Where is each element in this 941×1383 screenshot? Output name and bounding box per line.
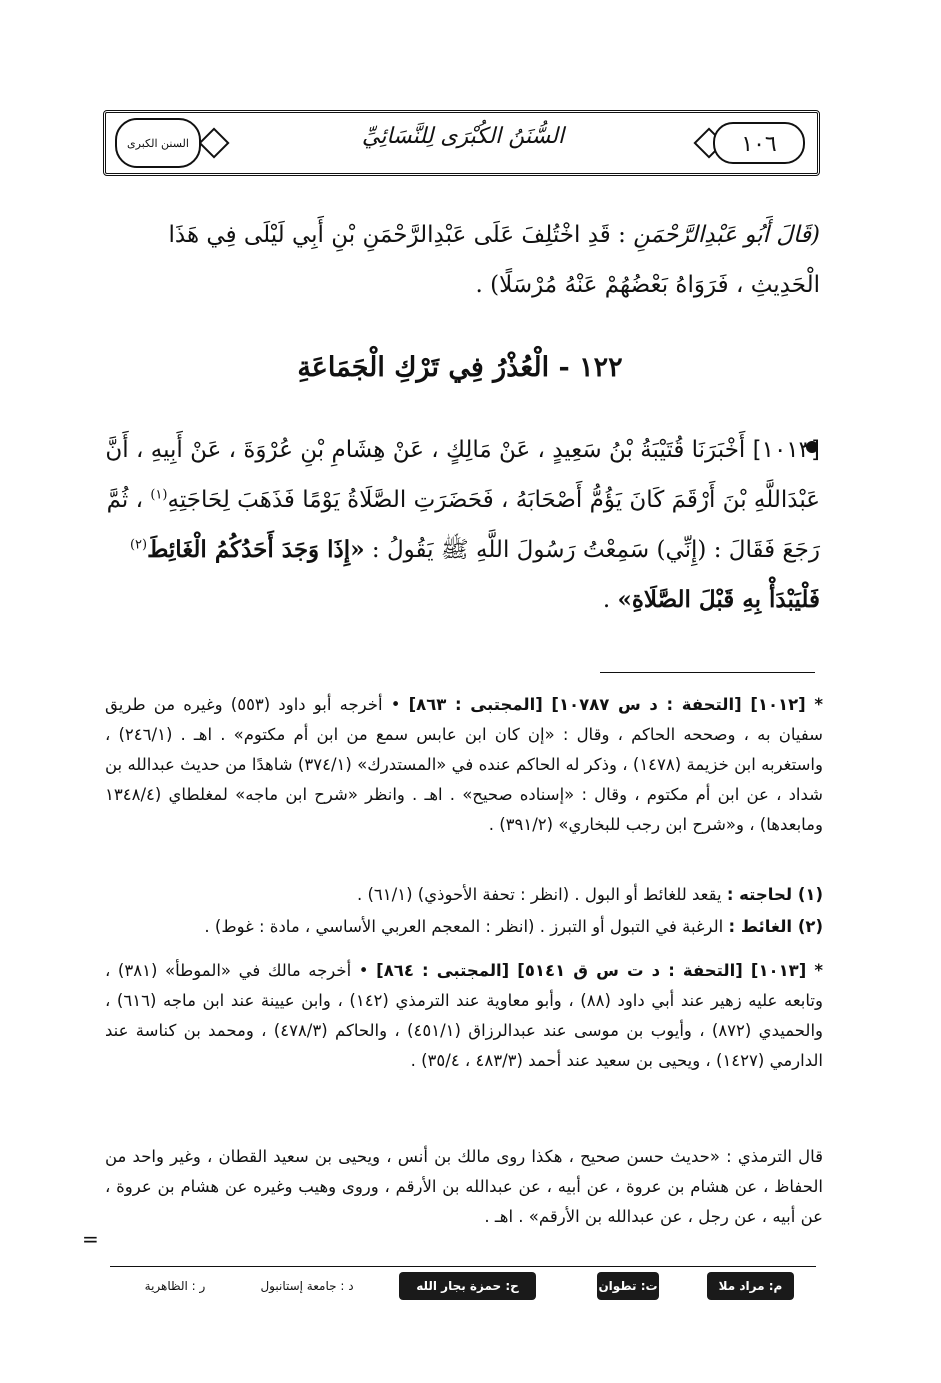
footnote-label: * [١٠١٢] [التحفة : د س ١٠٧٨٧] [المجتبى : ٨٦٣]: [408, 695, 823, 714]
footnote: [105, 956, 823, 1076]
paragraph-author-note: [100, 210, 820, 310]
hadith-quote: فَلْيَبْدَأْ بِهِ قَبْلَ الصَّلَاةِ»: [617, 586, 820, 613]
footnote-text: يقعد للغائط أو البول . (انظر : تحفة الأحوذي) (٦١/١) .: [356, 885, 722, 904]
hadith-number: [١٠١٣]: [752, 437, 820, 463]
footnote-ref: (١): [150, 487, 168, 503]
paragraph-text: : قَدِ اخْتُلِفَ عَلَى عَبْدِالرَّحْمَنِ بْنِ أَبِي لَيْلَى فِي هَذَا الْحَدِيثِ ، فَرَوَاهُ بَعْضُهُمْ عَنْهُ مُرْسَلًا) .: [168, 222, 820, 298]
book-title: السُّنَنُ الكُبْرَى لِلنَّسَائِيِّ: [361, 124, 565, 149]
footnote: [105, 880, 823, 910]
hadith-end: .: [602, 587, 611, 613]
footnote-label: (٢) الغائط :: [728, 917, 823, 936]
credit-badge: ت: تطوان: [597, 1272, 659, 1300]
credit-badge: م: مراد ملا: [707, 1272, 794, 1300]
footnote-ref: (٢): [129, 537, 148, 553]
hadith-quote: «إِذَا وَجَدَ أَحَدُكُمُ الْغَائِطَ: [147, 536, 365, 563]
hadith-paragraph: [100, 425, 820, 625]
section-title: ١٢٢ - الْعُذْرُ فِي تَرْكِ الْجَمَاعَةِ: [297, 352, 623, 383]
footnote-text: • أخرجه مالك في «الموطأ» (٣٨١) ، وتابعه عليه زهير عند أبي داود (٨٨) ، وأبو معاوية عند الترمذي (١٤٢) ، وابن عيينة عند ابن ماجه (٦١٦) ، والحميدي (٨٧٢) ، وأيوب بن موسى عند عبدالرزاق (٤٥١/١) ، والحاكم (٤٧٨/٣) ، ومحمد بن كناسة عند الدارمي (١٤٢٧) ، ويحيى بن سعيد عند أحمد (٤٨٣/٣ ، ٣٥/٤) .: [105, 961, 823, 1070]
hadith-text: ، ثُمَّ رَجَعَ فَقَالَ : (إِنِّي) سَمِعْتُ رَسُولَ اللَّهِ ﷺ يَقُولُ :: [106, 487, 820, 563]
footnote-text: قال الترمذي : «حديث حسن صحيح ، هكذا روى مالك بن أنس ، ويحيى بن سعيد القطان ، وغير واحد من الحفاظ ، عن هشام بن عروة ، عن أبيه ، عن عبدالله بن الأرقم ، وروى وهيب وغيره عن هشام بن عروة ، عن أبيه ، عن رجل ، عن عبدالله بن الأرقم» . اهـ .: [105, 1147, 823, 1226]
continuation-mark: =: [82, 1227, 99, 1251]
credit-text: د : جامعة إستانبول: [260, 1279, 354, 1293]
footnote-label: * [١٠١٣] [التحفة : د ت س ق ٥١٤١] [المجتبى : ٨٦٤]: [376, 961, 824, 980]
footnote-text: الرغبة في التبول أو التبرز . (انظر : المعجم العربي الأساسي ، مادة : غوط) .: [204, 917, 724, 936]
page-number: ١٠٦: [713, 122, 805, 164]
footnote-text: • أخرجه أبو داود (٥٥٣) وغيره من طريق سفيان به ، وصححه الحاكم ، وقال : «إن كان ابن عابس سمع من ابن أم مكتوم» . اهـ . (٢٤٦/١) ، واستغربه ابن خزيمة (١٤٧٨) ، وذكر له الحاكم عنده في «المستدرك» (٣٧٤/١) شاهدًا من حديث عبدالله بن شداد ، عن ابن أم مكتوم ، وقال : «إسناده صحيح» . اهـ . وانظر «شرح ابن ماجه» لمغلطاي (١٣٤٨/٤ ومابعدها) ، و«شرح ابن رجب للبخاري» (٣٩١/٢) .: [105, 695, 823, 834]
footnote: [105, 1142, 823, 1232]
author-name: (قَالَ أَبُو عَبْدِالرَّحْمَنِ: [633, 222, 820, 248]
footnote: [105, 690, 823, 840]
page-header: [103, 110, 820, 176]
footnote-separator: [600, 672, 815, 673]
bottom-rule: [110, 1266, 816, 1267]
footnote-label: (١) لحاجته :: [726, 885, 823, 904]
credit-text: ر : الظاهرية: [144, 1279, 206, 1293]
book-logo: السنن الكبرى: [115, 118, 201, 168]
hadith-text: أَخْبَرَنَا قُتَيْبَةُ بْنُ سَعِيدٍ ، عَنْ مَالِكٍ ، عَنْ هِشَامِ بْنِ عُرْوَةَ ، عَنْ أَبِيهِ ، أَنَّ عَبْدَاللَّهِ بْنَ أَرْقَمَ كَانَ يَؤُمُّ أَصْحَابَهُ ، فَحَضَرَتِ الصَّلَاةُ يَوْمًا فَذَهَبَ لِحَاجَتِهِ: [105, 437, 820, 513]
footnote: [105, 912, 823, 942]
credit-badge: ح: حمزة بجار الله: [399, 1272, 536, 1300]
